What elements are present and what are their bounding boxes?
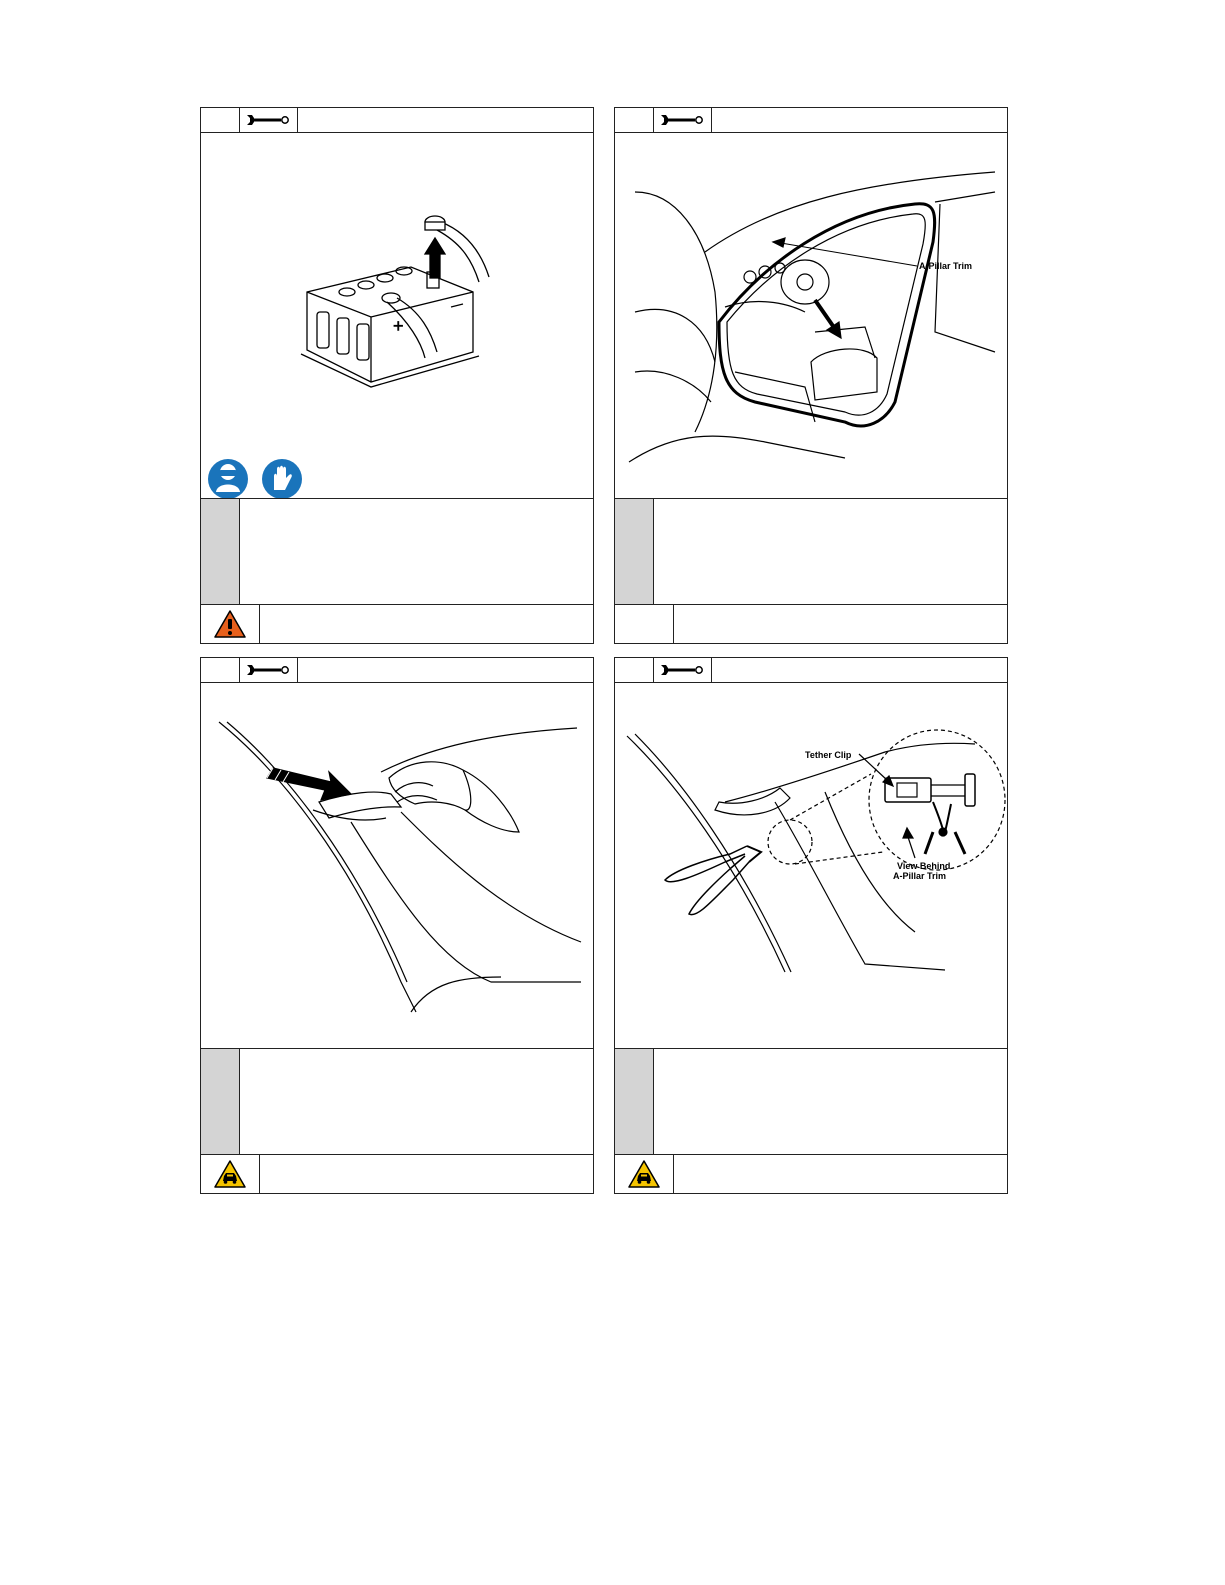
safety-goggles-icon	[207, 458, 249, 500]
step-footer	[615, 604, 1007, 644]
svg-text:+: +	[393, 316, 404, 336]
step-sidebar	[615, 499, 654, 605]
step-number-cell	[615, 108, 654, 132]
step-number-cell	[201, 108, 240, 132]
step-header	[615, 108, 1007, 133]
step-header	[615, 658, 1007, 683]
step-header	[201, 108, 593, 133]
illustration-tether-clip	[615, 682, 1007, 1048]
callout-tether-clip: Tether Clip	[805, 750, 852, 760]
wrench-icon	[243, 662, 293, 678]
tool-cell	[239, 658, 298, 682]
instruction-text-area	[201, 498, 593, 605]
illustration-pull-trim	[201, 682, 593, 1048]
tool-cell	[239, 108, 298, 132]
step-footer	[201, 604, 593, 644]
callout-view-behind: View Behind	[897, 861, 951, 871]
step-header	[201, 658, 593, 683]
instruction-text-area	[615, 1048, 1007, 1155]
wrench-icon	[657, 112, 707, 128]
step-footer	[615, 1154, 1007, 1194]
step-panel-2	[614, 107, 1008, 644]
step-footer	[201, 1154, 593, 1194]
tool-cell	[653, 658, 712, 682]
step-sidebar	[615, 1049, 654, 1155]
callout-a-pillar-trim: A-Pillar Trim	[919, 261, 973, 271]
wrench-icon	[657, 662, 707, 678]
instruction-text-area	[615, 498, 1007, 605]
step-panel-4	[614, 657, 1008, 1194]
instruction-text-area	[201, 1048, 593, 1155]
illustration-door	[615, 132, 1007, 498]
footer-icon-cell	[201, 1155, 260, 1194]
footer-icon-cell	[615, 605, 674, 644]
tool-cell	[653, 108, 712, 132]
vehicle-caution-icon	[627, 1159, 661, 1189]
step-sidebar	[201, 1049, 240, 1155]
protective-gloves-icon	[261, 458, 303, 500]
footer-icon-cell	[201, 605, 260, 644]
callout-a-pillar-trim-2: A-Pillar Trim	[893, 871, 947, 881]
illustration-battery	[201, 132, 593, 498]
warning-icon	[213, 609, 247, 639]
vehicle-caution-icon	[213, 1159, 247, 1189]
step-number-cell	[615, 658, 654, 682]
footer-icon-cell	[615, 1155, 674, 1194]
step-sidebar	[201, 499, 240, 605]
step-number-cell	[201, 658, 240, 682]
step-panel-3	[200, 657, 594, 1194]
step-panel-1	[200, 107, 594, 644]
wrench-icon	[243, 112, 293, 128]
